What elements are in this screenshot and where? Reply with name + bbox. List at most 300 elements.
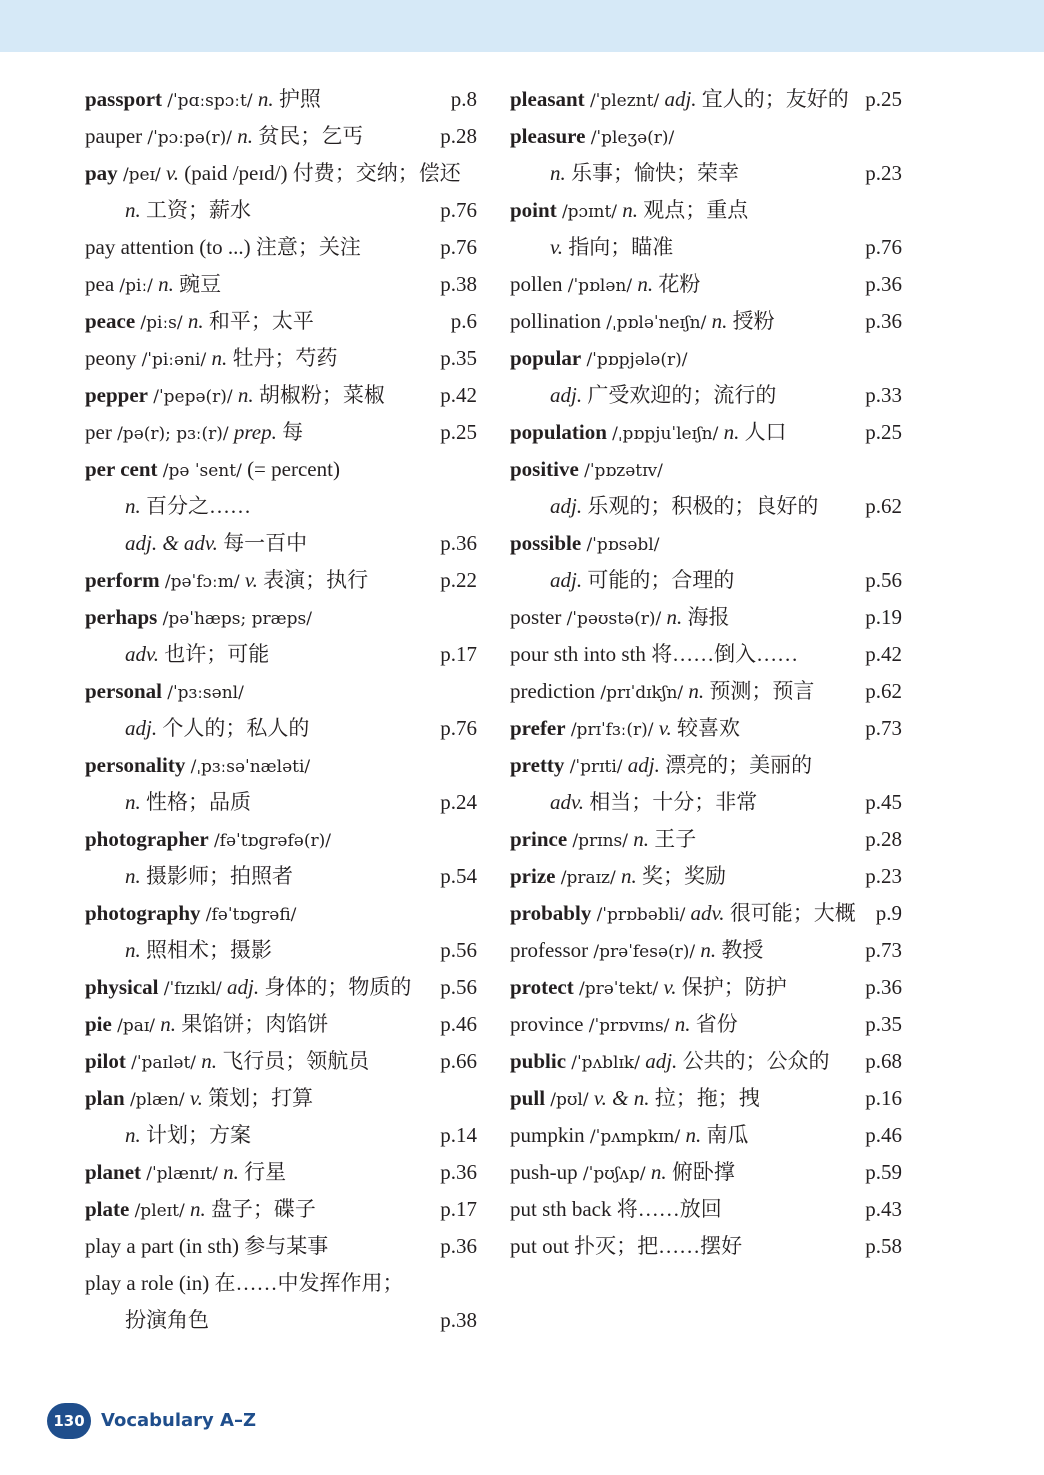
page-reference: p.25 bbox=[438, 414, 477, 451]
headword: play a role (in) bbox=[85, 1271, 210, 1295]
entry-text bbox=[550, 784, 757, 821]
top-color-band bbox=[0, 0, 1044, 52]
part-of-speech: adj. bbox=[125, 716, 158, 740]
part-of-speech: n. bbox=[637, 272, 654, 296]
headword: public bbox=[510, 1049, 567, 1073]
entry-text bbox=[85, 303, 314, 342]
vocabulary-entry bbox=[510, 673, 902, 710]
page-reference: p.6 bbox=[449, 303, 477, 340]
entry-text bbox=[510, 192, 748, 231]
pronunciation: /ˈpʌmpkɪn/ bbox=[589, 1127, 681, 1147]
entry-text bbox=[550, 488, 818, 525]
entry-text bbox=[510, 303, 775, 342]
definition: 将……倒入…… bbox=[651, 642, 799, 666]
pronunciation: /pəˈhæps; præps/ bbox=[162, 609, 312, 629]
vocabulary-entry bbox=[510, 1154, 902, 1191]
pronunciation: /ˈpɔːpə(r)/ bbox=[147, 128, 232, 148]
page-reference: p.35 bbox=[438, 340, 477, 377]
vocabulary-entry bbox=[510, 414, 902, 451]
pronunciation: /prɪns/ bbox=[572, 831, 628, 851]
entry-text bbox=[125, 858, 293, 895]
headword: plate bbox=[85, 1197, 130, 1221]
headword: perhaps bbox=[85, 605, 158, 629]
vocabulary-entry bbox=[85, 118, 477, 155]
vocabulary-entry bbox=[85, 747, 477, 784]
entry-text bbox=[125, 636, 269, 673]
entry-text bbox=[510, 414, 787, 453]
page-reference: p.43 bbox=[863, 1191, 902, 1228]
pronunciation: /pɔɪnt/ bbox=[561, 202, 618, 222]
entry-text bbox=[550, 562, 734, 599]
headword: pay attention (to ...) bbox=[85, 235, 251, 259]
headword: push-up bbox=[510, 1160, 578, 1184]
part-of-speech: n. bbox=[700, 938, 717, 962]
page-reference: p.38 bbox=[438, 266, 477, 303]
page-reference: p.38 bbox=[438, 1302, 477, 1339]
entry-text bbox=[510, 858, 726, 897]
entry-continuation bbox=[85, 932, 477, 969]
definition: 也许；可能 bbox=[164, 642, 270, 666]
page-reference: p.22 bbox=[438, 562, 477, 599]
page-reference: p.17 bbox=[438, 1191, 477, 1228]
definition: 公共的；公众的 bbox=[682, 1049, 830, 1073]
vocabulary-entry bbox=[510, 636, 902, 673]
vocabulary-entry bbox=[510, 266, 902, 303]
definition: 人口 bbox=[744, 420, 787, 444]
entry-continuation bbox=[510, 488, 902, 525]
entry-continuation bbox=[510, 784, 902, 821]
definition: 盘子；碟子 bbox=[210, 1197, 316, 1221]
entry-text bbox=[85, 747, 310, 786]
headword: prince bbox=[510, 827, 568, 851]
page-reference: p.17 bbox=[438, 636, 477, 673]
definition: 观点；重点 bbox=[643, 198, 749, 222]
part-of-speech: n. bbox=[674, 1012, 691, 1036]
page-number-badge: 130 bbox=[47, 1403, 91, 1439]
definition: 表演；执行 bbox=[263, 568, 369, 592]
definition: 身体的；物质的 bbox=[264, 975, 412, 999]
entry-text bbox=[510, 599, 729, 638]
page-reference: p.46 bbox=[863, 1117, 902, 1154]
page-reference: p.25 bbox=[863, 81, 902, 118]
pronunciation: /pə ˈsent/ bbox=[162, 461, 242, 481]
definition: 拉；拖；拽 bbox=[654, 1086, 760, 1110]
headword: pumpkin bbox=[510, 1123, 585, 1147]
definition: 乐观的；积极的；良好的 bbox=[587, 494, 819, 518]
pronunciation: /ˈpɑːspɔːt/ bbox=[167, 91, 253, 111]
headword: per bbox=[85, 420, 112, 444]
page-reference: p.68 bbox=[863, 1043, 902, 1080]
part-of-speech: n. bbox=[620, 864, 637, 888]
part-of-speech: n. bbox=[622, 198, 639, 222]
vocabulary-entry bbox=[510, 340, 902, 377]
part-of-speech: n. bbox=[125, 790, 141, 814]
pronunciation: /ˈpɒsəbl/ bbox=[586, 535, 660, 555]
page-reference: p.28 bbox=[438, 118, 477, 155]
definition: 扑灭；把……摆好 bbox=[574, 1234, 743, 1258]
headword: point bbox=[510, 198, 557, 222]
headword: pull bbox=[510, 1086, 546, 1110]
vocabulary-entry bbox=[510, 1043, 902, 1080]
headword: pleasure bbox=[510, 124, 586, 148]
entry-text bbox=[85, 1080, 313, 1119]
entry-text bbox=[85, 155, 461, 194]
vocabulary-entry bbox=[510, 821, 902, 858]
entry-text bbox=[550, 229, 673, 266]
pronunciation: /ˈprɒvɪns/ bbox=[588, 1016, 670, 1036]
headword: personal bbox=[85, 679, 163, 703]
part-of-speech: n. bbox=[237, 124, 253, 148]
entry-text bbox=[510, 451, 663, 490]
pronunciation: /pəˈfɔːm/ bbox=[164, 572, 240, 592]
vocabulary-entry bbox=[510, 525, 902, 562]
part-of-speech: adv. bbox=[550, 790, 585, 814]
part-of-speech: n. bbox=[125, 1123, 141, 1147]
headword: population bbox=[510, 420, 607, 444]
headword: plan bbox=[85, 1086, 125, 1110]
page-reference: p.56 bbox=[438, 969, 477, 1006]
page-reference: p.33 bbox=[863, 377, 902, 414]
definition: 相当；十分；非常 bbox=[589, 790, 758, 814]
part-of-speech: v. bbox=[189, 1086, 203, 1110]
definition: 可能的；合理的 bbox=[587, 568, 735, 592]
part-of-speech: v. bbox=[550, 235, 564, 259]
headword: province bbox=[510, 1012, 584, 1036]
vocabulary-entry bbox=[85, 673, 477, 710]
vocabulary-column-right bbox=[510, 81, 902, 1265]
headword: play a part (in sth) bbox=[85, 1234, 239, 1258]
entry-text bbox=[550, 155, 739, 192]
entry-text bbox=[550, 377, 776, 414]
headword: peony bbox=[85, 346, 137, 370]
headword: pepper bbox=[85, 383, 148, 407]
page-reference: p.36 bbox=[863, 969, 902, 1006]
page-reference: p.36 bbox=[863, 266, 902, 303]
entry-text bbox=[85, 118, 363, 157]
definition: 策划；打算 bbox=[208, 1086, 314, 1110]
entry-text bbox=[510, 895, 856, 934]
entry-continuation bbox=[85, 192, 477, 229]
part-of-speech: n. bbox=[685, 1123, 702, 1147]
definition: 花粉 bbox=[658, 272, 701, 296]
vocabulary-entry bbox=[510, 1191, 902, 1228]
pronunciation: /pə(r); pɜː(r)/ bbox=[117, 424, 229, 444]
definition: 教授 bbox=[721, 938, 764, 962]
part-of-speech: n. bbox=[666, 605, 683, 629]
pronunciation: /ˈpɒlən/ bbox=[567, 276, 633, 296]
vocabulary-entry bbox=[510, 895, 902, 932]
definition: 计划；方案 bbox=[146, 1123, 251, 1147]
vocabulary-entry bbox=[510, 710, 902, 747]
page-reference: p.23 bbox=[863, 155, 902, 192]
page-reference: p.36 bbox=[438, 1228, 477, 1265]
definition: 俯卧撑 bbox=[671, 1160, 735, 1184]
headword: prefer bbox=[510, 716, 566, 740]
part-of-speech: adj. & adv. bbox=[125, 531, 218, 555]
pronunciation: /paɪ/ bbox=[117, 1016, 156, 1036]
headword: possible bbox=[510, 531, 582, 555]
pronunciation: /ˈpɜːsənl/ bbox=[167, 683, 244, 703]
pronunciation: /ˈplænɪt/ bbox=[146, 1164, 218, 1184]
headword: pleasant bbox=[510, 87, 585, 111]
entry-text bbox=[510, 710, 740, 749]
part-of-speech: n. bbox=[158, 272, 174, 296]
vocabulary-entry bbox=[85, 1154, 477, 1191]
definition: 性格；品质 bbox=[146, 790, 251, 814]
page-reference: p.73 bbox=[863, 710, 902, 747]
part-of-speech: adj. bbox=[645, 1049, 678, 1073]
vocabulary-entry bbox=[510, 1080, 902, 1117]
part-of-speech: prep. bbox=[233, 420, 277, 444]
pronunciation: /ˌpɒləˈneɪʃn/ bbox=[606, 313, 707, 333]
page-reference: p.25 bbox=[863, 414, 902, 451]
part-of-speech: n. bbox=[125, 938, 141, 962]
entry-text bbox=[510, 821, 696, 860]
pronunciation: /ˈpleʒə(r)/ bbox=[590, 128, 675, 148]
definition: 百分之…… bbox=[146, 494, 251, 518]
entry-continuation bbox=[510, 377, 902, 414]
entry-text bbox=[510, 636, 798, 673]
definition: 和平；太平 bbox=[208, 309, 314, 333]
definition: 广受欢迎的；流行的 bbox=[587, 383, 777, 407]
pronunciation: /plæn/ bbox=[129, 1090, 185, 1110]
vocabulary-entry bbox=[85, 969, 477, 1006]
definition: 保护；防护 bbox=[681, 975, 787, 999]
entry-text bbox=[85, 229, 361, 266]
headword: perform bbox=[85, 568, 160, 592]
pronunciation: /piː/ bbox=[119, 276, 153, 296]
entry-text bbox=[125, 1302, 209, 1339]
entry-text bbox=[510, 673, 814, 712]
definition: (paid /peɪd/) 付费；交纳；偿还 bbox=[184, 161, 461, 185]
vocabulary-entry bbox=[85, 414, 477, 451]
headword: poster bbox=[510, 605, 562, 629]
page-reference: p.8 bbox=[449, 81, 477, 118]
vocabulary-column-left bbox=[85, 81, 477, 1339]
entry-text bbox=[85, 1228, 328, 1265]
definition: 每一百中 bbox=[223, 531, 308, 555]
page-reference: p.76 bbox=[438, 710, 477, 747]
definition: 海报 bbox=[687, 605, 730, 629]
entry-text bbox=[510, 118, 674, 157]
part-of-speech: adj. bbox=[664, 87, 697, 111]
part-of-speech: n. bbox=[550, 161, 566, 185]
headword: pollen bbox=[510, 272, 563, 296]
page-reference: p.76 bbox=[438, 229, 477, 266]
vocabulary-entry bbox=[85, 1043, 477, 1080]
page-reference: p.73 bbox=[863, 932, 902, 969]
part-of-speech: v. bbox=[658, 716, 672, 740]
vocabulary-entry bbox=[85, 599, 477, 636]
vocabulary-entry bbox=[510, 1006, 902, 1043]
entry-text bbox=[85, 377, 385, 416]
headword: pretty bbox=[510, 753, 565, 777]
definition: 飞行员；领航员 bbox=[222, 1049, 370, 1073]
entry-continuation bbox=[510, 229, 902, 266]
part-of-speech: n. bbox=[723, 420, 740, 444]
definition: 很可能；大概 bbox=[729, 901, 856, 925]
part-of-speech: n. bbox=[650, 1160, 667, 1184]
vocabulary-entry bbox=[85, 377, 477, 414]
entry-continuation bbox=[85, 784, 477, 821]
pronunciation: /prəˈtekt/ bbox=[579, 979, 659, 999]
page-reference: p.9 bbox=[874, 895, 902, 932]
part-of-speech: n. bbox=[237, 383, 254, 407]
entry-continuation bbox=[510, 155, 902, 192]
vocabulary-entry bbox=[85, 1006, 477, 1043]
definition: 工资；薪水 bbox=[146, 198, 251, 222]
entry-text bbox=[85, 81, 321, 120]
entry-continuation bbox=[85, 636, 477, 673]
definition: 果馅饼；肉馅饼 bbox=[181, 1012, 329, 1036]
page-reference: p.62 bbox=[863, 673, 902, 710]
entry-text bbox=[85, 414, 303, 453]
page-reference: p.36 bbox=[863, 303, 902, 340]
vocabulary-entry bbox=[510, 599, 902, 636]
vocabulary-entry bbox=[85, 340, 477, 377]
definition: 豌豆 bbox=[179, 272, 222, 296]
page-reference: p.24 bbox=[438, 784, 477, 821]
entry-text bbox=[510, 1228, 742, 1265]
page-reference: p.19 bbox=[863, 599, 902, 636]
definition: 将……放回 bbox=[616, 1197, 722, 1221]
entry-text bbox=[125, 784, 251, 821]
headword: pollination bbox=[510, 309, 601, 333]
definition: 指向；瞄准 bbox=[568, 235, 674, 259]
part-of-speech: n. bbox=[125, 864, 141, 888]
footer-title: Vocabulary A–Z bbox=[101, 1410, 257, 1431]
page-reference: p.42 bbox=[863, 636, 902, 673]
definition: 扮演角色 bbox=[125, 1308, 209, 1332]
entry-text bbox=[510, 525, 659, 564]
pronunciation: /praɪz/ bbox=[560, 868, 616, 888]
entry-text bbox=[510, 81, 849, 120]
entry-text bbox=[85, 821, 331, 860]
pronunciation: /ˌpɜːsəˈnæləti/ bbox=[190, 757, 311, 777]
headword: probably bbox=[510, 901, 592, 925]
entry-text bbox=[125, 710, 309, 747]
vocabulary-entry bbox=[85, 821, 477, 858]
part-of-speech: n. bbox=[125, 494, 141, 518]
page-reference: p.28 bbox=[863, 821, 902, 858]
vocabulary-entry bbox=[85, 1265, 477, 1302]
pronunciation: /prɪˈdɪkʃn/ bbox=[600, 683, 684, 703]
entry-text bbox=[85, 340, 337, 379]
page-reference: p.16 bbox=[863, 1080, 902, 1117]
page-reference: p.76 bbox=[863, 229, 902, 266]
page-reference: p.56 bbox=[438, 932, 477, 969]
pronunciation: /ˈpʊʃʌp/ bbox=[582, 1164, 646, 1184]
headword: put out bbox=[510, 1234, 569, 1258]
entry-continuation bbox=[85, 858, 477, 895]
page-reference: p.45 bbox=[863, 784, 902, 821]
entry-continuation bbox=[85, 488, 477, 525]
pronunciation: /ˈpleznt/ bbox=[589, 91, 660, 111]
part-of-speech: n. bbox=[257, 87, 274, 111]
entry-text bbox=[510, 932, 763, 971]
vocabulary-entry bbox=[510, 932, 902, 969]
entry-text bbox=[85, 599, 312, 638]
pronunciation: /fəˈtɒɡrəfə(r)/ bbox=[213, 831, 331, 851]
vocabulary-entry bbox=[85, 562, 477, 599]
part-of-speech: adj. bbox=[627, 753, 660, 777]
headword: popular bbox=[510, 346, 582, 370]
entry-text bbox=[85, 969, 411, 1008]
vocabulary-entry bbox=[510, 118, 902, 155]
headword: photographer bbox=[85, 827, 209, 851]
entry-text bbox=[125, 488, 251, 525]
entry-text bbox=[510, 969, 787, 1008]
vocabulary-entry bbox=[510, 1117, 902, 1154]
part-of-speech: adj. bbox=[550, 494, 583, 518]
pronunciation: /ˈpʌblɪk/ bbox=[571, 1053, 640, 1073]
headword: pour sth into sth bbox=[510, 642, 646, 666]
part-of-speech: adv. bbox=[690, 901, 725, 925]
definition: 摄影师；拍照者 bbox=[146, 864, 293, 888]
part-of-speech: n. bbox=[211, 346, 228, 370]
vocabulary-entry bbox=[85, 895, 477, 932]
vocabulary-entry bbox=[510, 747, 902, 784]
headword: personality bbox=[85, 753, 186, 777]
part-of-speech: n. bbox=[160, 1012, 177, 1036]
entry-text bbox=[510, 1154, 735, 1193]
page-reference: p.76 bbox=[438, 192, 477, 229]
definition: 照相术；摄影 bbox=[146, 938, 272, 962]
headword: peace bbox=[85, 309, 136, 333]
definition: 护照 bbox=[278, 87, 321, 111]
pronunciation: /ˈpəʊstə(r)/ bbox=[566, 609, 662, 629]
vocabulary-entry bbox=[510, 858, 902, 895]
vocabulary-entry bbox=[85, 1191, 477, 1228]
pronunciation: /prɪˈfɜː(r)/ bbox=[570, 720, 654, 740]
page-reference: p.59 bbox=[863, 1154, 902, 1191]
page-reference: p.54 bbox=[438, 858, 477, 895]
pronunciation: /ˈprɒbəbli/ bbox=[596, 905, 686, 925]
headword: positive bbox=[510, 457, 579, 481]
entry-text bbox=[510, 266, 700, 305]
vocabulary-entry bbox=[510, 81, 902, 118]
vocabulary-entry bbox=[85, 1228, 477, 1265]
page-reference: p.14 bbox=[438, 1117, 477, 1154]
definition: (= percent) bbox=[247, 457, 340, 481]
definition: 漂亮的；美丽的 bbox=[665, 753, 813, 777]
entry-text bbox=[510, 340, 687, 379]
vocabulary-entry bbox=[85, 303, 477, 340]
entry-text bbox=[125, 1117, 251, 1154]
entry-text bbox=[510, 1080, 760, 1119]
entry-text bbox=[510, 1191, 722, 1228]
headword: pie bbox=[85, 1012, 112, 1036]
headword: pea bbox=[85, 272, 115, 296]
headword: prediction bbox=[510, 679, 596, 703]
definition: 个人的；私人的 bbox=[162, 716, 310, 740]
entry-continuation bbox=[85, 525, 477, 562]
entry-text bbox=[125, 525, 307, 562]
page-reference: p.36 bbox=[438, 525, 477, 562]
page-reference: p.35 bbox=[863, 1006, 902, 1043]
pronunciation: /ˈpiːəni/ bbox=[141, 350, 207, 370]
pronunciation: /ˈpepə(r)/ bbox=[153, 387, 233, 407]
entry-continuation bbox=[510, 562, 902, 599]
entry-text bbox=[85, 1043, 369, 1082]
entry-text bbox=[85, 1154, 286, 1193]
headword: passport bbox=[85, 87, 163, 111]
vocabulary-entry bbox=[510, 1228, 902, 1265]
definition: 授粉 bbox=[732, 309, 775, 333]
definition: 王子 bbox=[654, 827, 697, 851]
page-reference: p.42 bbox=[438, 377, 477, 414]
part-of-speech: n. bbox=[633, 827, 649, 851]
